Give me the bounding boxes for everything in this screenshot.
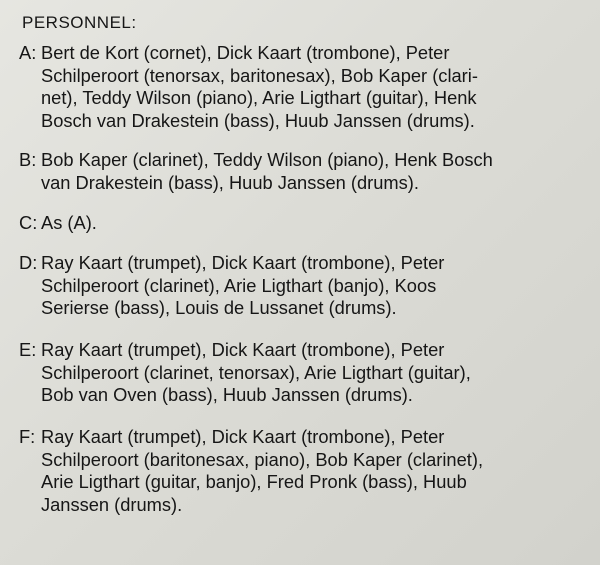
entry-letter: B: <box>19 149 37 170</box>
entry-text: Ray Kaart (trumpet), Dick Kaart (trombone), Peter <box>41 426 445 447</box>
entry-letter: A: <box>19 42 37 63</box>
entry-line <box>0 212 97 235</box>
entry-text: van Drakestein (bass), Huub Janssen (drums). <box>41 171 419 193</box>
entry-text: Schilperoort (tenorsax, baritonesax), Bob Kaper (clari- <box>41 64 478 86</box>
entry-c <box>0 212 97 235</box>
entry-letter: F: <box>19 426 36 447</box>
entry-text: Ray Kaart (trumpet), Dick Kaart (trombone), Peter <box>41 252 445 273</box>
entry-line <box>0 449 483 472</box>
entry-line <box>0 339 471 362</box>
entry-line <box>0 384 471 407</box>
entry-line <box>0 494 483 517</box>
entry-letter: E: <box>19 339 37 360</box>
entry-letter: C: <box>19 212 38 233</box>
entry-line <box>0 362 471 385</box>
entry-text: Janssen (drums). <box>41 493 183 515</box>
entry-line <box>0 471 483 494</box>
entry-line <box>0 87 478 110</box>
entry-line <box>0 110 478 133</box>
entry-line <box>0 65 478 88</box>
entry-text: Serierse (bass), Louis de Lussanet (drums). <box>41 297 397 319</box>
entry-line <box>0 275 444 298</box>
entry-f <box>0 426 483 516</box>
entry-b <box>0 149 493 194</box>
entry-text: Schilperoort (baritonesax, piano), Bob Kaper (clarinet), <box>41 448 484 470</box>
entry-line <box>0 42 478 65</box>
personnel-heading: PERSONNEL: <box>22 13 137 32</box>
entry-line <box>0 297 444 320</box>
entry-d <box>0 252 444 320</box>
entry-text: Bob Kaper (clarinet), Teddy Wilson (piano), Henk Bosch <box>41 149 493 170</box>
entry-text: Bob van Oven (bass), Huub Janssen (drums). <box>41 384 413 406</box>
entry-text: Schilperoort (clarinet), Arie Ligthart (banjo), Koos <box>41 274 437 296</box>
entry-text: net), Teddy Wilson (piano), Arie Ligthart (guitar), Henk <box>41 87 477 109</box>
entry-a <box>0 42 478 132</box>
entry-line <box>0 172 493 195</box>
entry-text: Bosch van Drakestein (bass), Huub Janssen (drums). <box>41 109 475 131</box>
entry-line <box>0 149 493 172</box>
entry-text: Ray Kaart (trumpet), Dick Kaart (trombone), Peter <box>41 339 445 360</box>
entry-line <box>0 252 444 275</box>
entry-text: Arie Ligthart (guitar, banjo), Fred Pronk (bass), Huub <box>41 471 467 493</box>
entry-text: Schilperoort (clarinet, tenorsax), Arie Ligthart (guitar), <box>41 361 471 383</box>
entry-letter: D: <box>19 252 38 273</box>
entry-text: Bert de Kort (cornet), Dick Kaart (trombone), Peter <box>41 42 450 63</box>
entry-text: As (A). <box>41 212 97 233</box>
entry-e <box>0 339 471 407</box>
entry-line <box>0 426 483 449</box>
